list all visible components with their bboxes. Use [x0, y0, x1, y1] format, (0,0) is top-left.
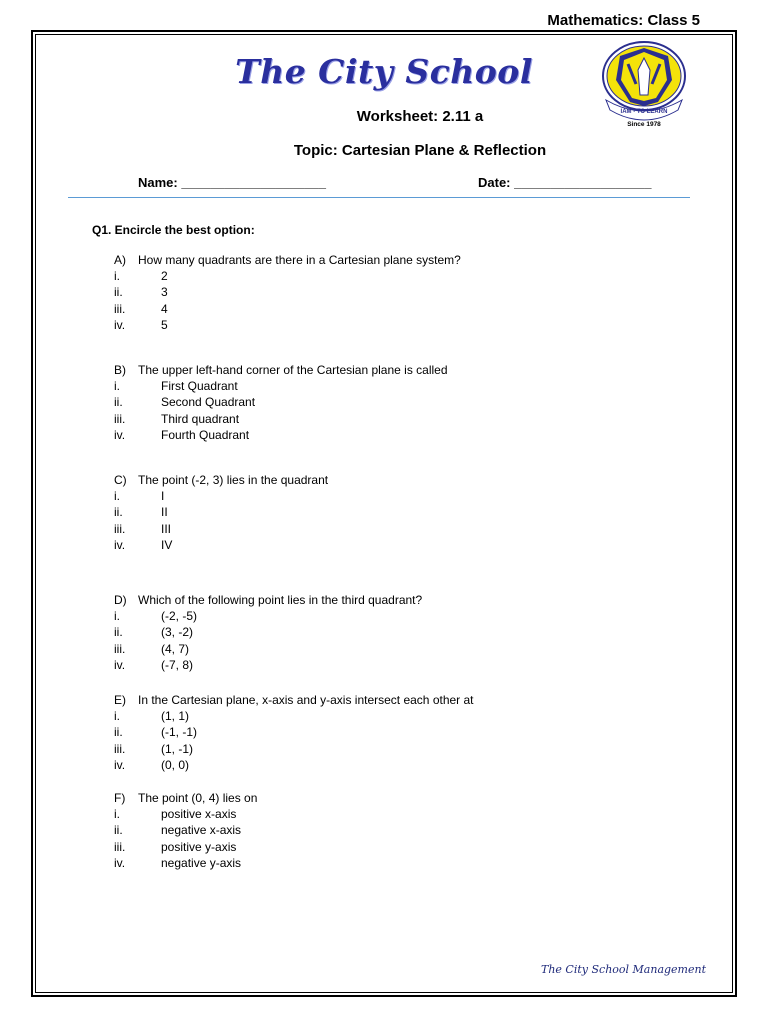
question-d: [114, 592, 422, 673]
option[interactable]: [114, 708, 474, 724]
option-text: positive x-axis: [161, 807, 237, 821]
option[interactable]: [114, 657, 422, 673]
option[interactable]: [114, 301, 461, 317]
question-text: The point (0, 4) lies on: [138, 791, 258, 805]
option[interactable]: [114, 855, 257, 871]
option-number: i.: [114, 609, 120, 623]
option-number: iii.: [114, 411, 126, 426]
question-e: [114, 692, 474, 773]
option-number: ii.: [114, 395, 123, 410]
option-text: negative x-axis: [161, 823, 242, 838]
option-text: III: [161, 521, 172, 536]
question-text: How many quadrants are there in a Cartesian plane system?: [138, 253, 461, 267]
option[interactable]: [114, 378, 448, 394]
option-text: 2: [161, 269, 168, 283]
option[interactable]: [114, 411, 448, 427]
option[interactable]: [114, 394, 448, 410]
option[interactable]: [114, 757, 474, 773]
option-text: 3: [161, 285, 168, 300]
school-title: The City School: [235, 52, 533, 91]
option-text: 4: [161, 301, 168, 316]
date-field[interactable]: Date: ___________________: [478, 175, 652, 190]
logo-since: Since 1978: [627, 121, 661, 128]
option-number: ii.: [114, 725, 123, 740]
option-text: negative y-axis: [161, 855, 242, 870]
option[interactable]: [114, 822, 257, 838]
question-text: In the Cartesian plane, x-axis and y-axis intersect each other at: [138, 693, 474, 707]
footer-management: The City School Management: [541, 963, 706, 976]
option-text: (-7, 8): [161, 657, 194, 672]
question-letter: C): [114, 473, 127, 487]
option[interactable]: [114, 641, 422, 657]
option[interactable]: [114, 537, 328, 553]
option-text: (0, 0): [161, 757, 190, 772]
question-text: The upper left-hand corner of the Cartesian plane is called: [138, 363, 448, 377]
question-letter: D): [114, 593, 127, 607]
question-c: [114, 472, 328, 553]
option-number: ii.: [114, 625, 123, 640]
option-text: positive y-axis: [161, 839, 237, 854]
question-text: Which of the following point lies in the third quadrant?: [138, 593, 423, 607]
option-text: (3, -2): [161, 625, 194, 640]
option-number: i.: [114, 379, 120, 393]
question-f: [114, 790, 257, 871]
option-text: (4, 7): [161, 641, 190, 656]
option-text: Second Quadrant: [161, 395, 256, 410]
question-1-heading: Q1. Encircle the best option:: [92, 223, 255, 237]
question-b: [114, 362, 448, 443]
option[interactable]: [114, 284, 461, 300]
option-text: (-1, -1): [161, 725, 197, 740]
option-number: i.: [114, 807, 120, 821]
option-number: iv.: [114, 427, 126, 442]
option-number: iv.: [114, 537, 126, 552]
option-number: i.: [114, 489, 120, 503]
option-number: ii.: [114, 285, 123, 300]
option-text: II: [161, 505, 168, 520]
option-text: Third quadrant: [161, 411, 240, 426]
header-divider: [68, 197, 690, 198]
question-text: The point (-2, 3) lies in the quadrant: [138, 473, 329, 487]
option-text: Fourth Quadrant: [161, 427, 250, 442]
question-letter: F): [114, 791, 126, 805]
option[interactable]: [114, 317, 461, 333]
name-field[interactable]: Name: ____________________: [138, 175, 326, 190]
option[interactable]: [114, 504, 328, 520]
option-text: (-2, -5): [161, 609, 197, 623]
logo-motto: IAM - TO LEARN: [620, 109, 668, 115]
option-number: iv.: [114, 855, 126, 870]
option-number: ii.: [114, 505, 123, 520]
option[interactable]: [114, 741, 474, 757]
option-number: iv.: [114, 657, 126, 672]
option-text: (1, -1): [161, 741, 194, 756]
option-number: iv.: [114, 317, 126, 332]
option-text: (1, 1): [161, 709, 190, 723]
option-number: iii.: [114, 641, 126, 656]
option[interactable]: [114, 608, 422, 624]
option[interactable]: [114, 839, 257, 855]
question-a: [114, 252, 461, 333]
option-text: 5: [161, 317, 168, 332]
option[interactable]: [114, 488, 328, 504]
option-number: iii.: [114, 741, 126, 756]
question-letter: B): [114, 363, 126, 377]
option[interactable]: [114, 806, 257, 822]
option-text: I: [161, 489, 165, 503]
option-text: First Quadrant: [161, 379, 238, 393]
option-number: iv.: [114, 757, 126, 772]
option[interactable]: [114, 624, 422, 640]
option-number: i.: [114, 709, 120, 723]
option-text: IV: [161, 537, 173, 552]
option-number: iii.: [114, 521, 126, 536]
option[interactable]: [114, 268, 461, 284]
worksheet-topic: Topic: Cartesian Plane & Reflection: [293, 142, 547, 159]
worksheet-number: Worksheet: 2.11 a: [356, 108, 484, 125]
option-number: iii.: [114, 301, 126, 316]
subject-class-header: Mathematics: Class 5: [547, 12, 700, 29]
option-number: iii.: [114, 839, 126, 854]
option[interactable]: [114, 427, 448, 443]
option-number: ii.: [114, 823, 123, 838]
option-number: i.: [114, 269, 120, 283]
option[interactable]: [114, 521, 328, 537]
question-letter: A): [114, 253, 126, 267]
question-letter: E): [114, 693, 126, 707]
option[interactable]: [114, 724, 474, 740]
